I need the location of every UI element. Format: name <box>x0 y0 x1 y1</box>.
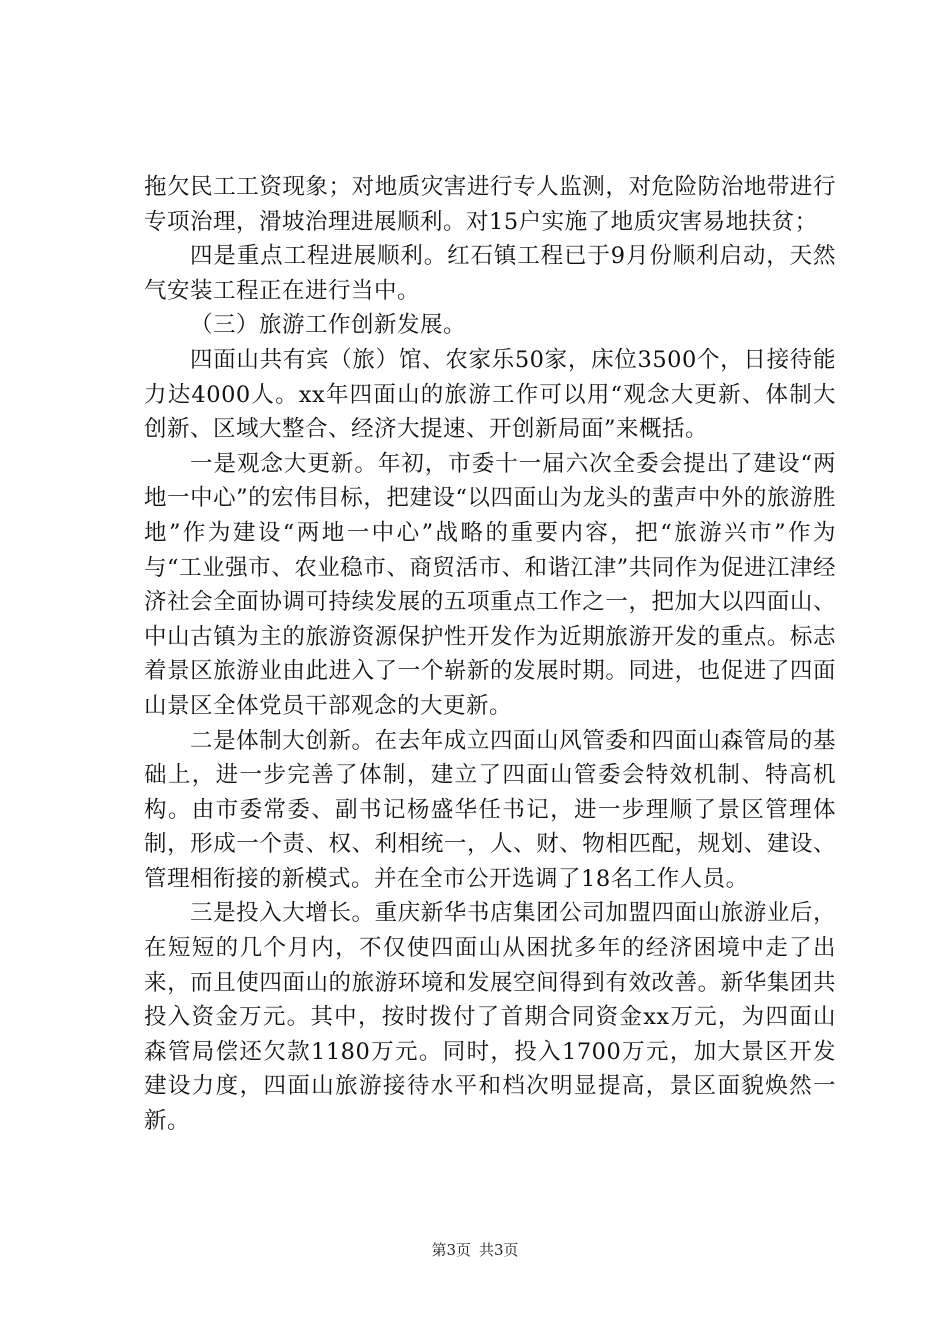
paragraph-concept-update: 一是观念大更新。年初，市委十一届六次全委会提出了建设“两地一中心”的宏伟目标，把建设“以四面山为龙头的蜚声中外的旅游胜地”作为建设“两地一中心”战略的重要内容，把“旅游兴市”作为与“工业强市、农业稳市、商贸活市、和谐江津”共同作为促进江津经济社会全面协调可持续发展的五项重点工作之一，把加大以四面山、中山古镇为主的旅游资源保护性开发作为近期旅游开发的重点。标志着景区旅游业由此进入了一个崭新的发展时期。同进，也促进了四面山景区全体党员干部观念的大更新。 <box>144 450 836 719</box>
section-heading-tourism: （三）旅游工作创新发展。 <box>190 312 467 339</box>
page-number: 第3页 <box>431 1241 471 1259</box>
page-total: 共3页 <box>479 1241 519 1259</box>
document-body <box>144 170 836 1139</box>
page-footer <box>0 1240 950 1260</box>
paragraph-key-projects: 四是重点工程进展顺利。红石镇工程已于9月份顺利启动，天然气安装工程正在进行当中。 <box>144 243 836 304</box>
paragraph-continuation: 拖欠民工工资现象；对地质灾害进行专人监测，对危险防治地带进行专项治理，滑坡治理进展顺利。对15户实施了地质灾害易地扶贫； <box>144 174 836 235</box>
paragraph-system-innovation: 二是体制大创新。在去年成立四面山风管委和四面山森管局的基础上，进一步完善了体制，建立了四面山管委会特效机制、特高机构。由市委常委、副书记杨盛华任书记，进一步理顺了景区管理体制，形成一个责、权、利相统一，人、财、物相匹配，规划、建设、管理相衔接的新模式。并在全市公开选调了18名工作人员。 <box>144 727 836 892</box>
paragraph-investment-growth: 三是投入大增长。重庆新华书店集团公司加盟四面山旅游业后，在短短的几个月内，不仅使四面山从困扰多年的经济困境中走了出来，而且使四面山的旅游环境和发展空间得到有效改善。新华集团共投入资金万元。其中，按时拨付了首期合同资金xx万元，为四面山森管局偿还欠款1180万元。同时，投入1700万元，加大景区开发建设力度，四面山旅游接待水平和档次明显提高，景区面貌焕然一新。 <box>144 900 836 1135</box>
paragraph-tourism-overview: 四面山共有宾（旅）馆、农家乐50家，床位3500个，日接待能力达4000人。xx年四面山的旅游工作可以用“观念大更新、体制大创新、区域大整合、经济大提速、开创新局面”来概括。 <box>144 346 836 443</box>
